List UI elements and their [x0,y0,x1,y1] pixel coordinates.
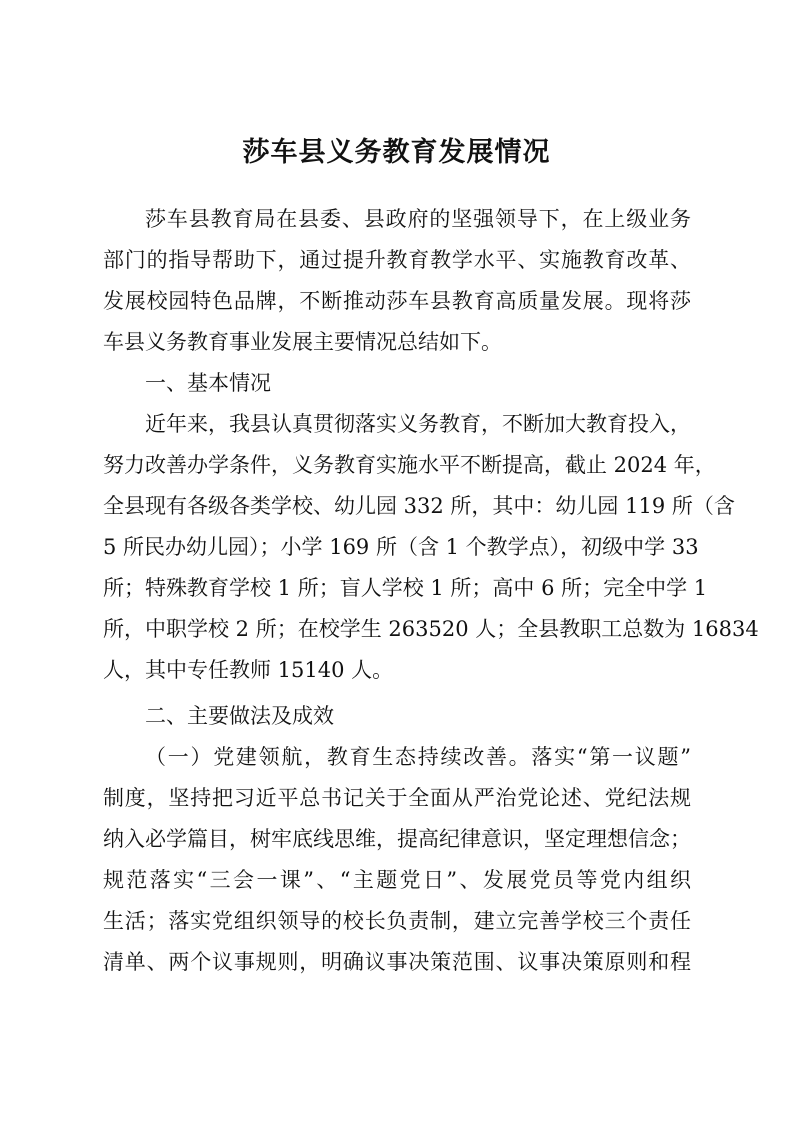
paragraph-line: 近年来，我县认真贯彻落实义务教育，不断加大教育投入， [145,412,691,436]
paragraph-line: 全县现有各级各类学校、幼儿园 332 所，其中：幼儿园 119 所（含 [103,494,735,518]
paragraph-line: 制度，坚持把习近平总书记关于全面从严治党论述、党纪法规 [103,786,691,810]
paragraph-line: 规范落实“三会一课”、“主题党日”、发展党员等党内组织 [103,868,691,892]
section-heading: 一、基本情况 [145,371,271,395]
paragraph-line: 发展校园特色品牌，不断推动莎车县教育高质量发展。现将莎 [103,289,691,313]
paragraph-line: 5 所民办幼儿园）；小学 169 所（含 1 个教学点），初级中学 33 [103,535,699,559]
paragraph-line: 车县义务教育事业发展主要情况总结如下。 [103,330,502,354]
paragraph-line: 努力改善办学条件，义务教育实施水平不断提高，截止 2024 年， [103,453,716,477]
paragraph-line: 部门的指导帮助下，通过提升教育教学水平、实施教育改革、 [103,248,691,272]
paragraph-line: 所；特殊教育学校 1 所；盲人学校 1 所；高中 6 所；完全中学 1 [103,576,708,600]
paragraph-line: 清单、两个议事规则，明确议事决策范围、议事决策原则和程 [103,950,691,974]
paragraph-line: 人，其中专任教师 15140 人。 [103,658,394,682]
paragraph-line: 纳入必学篇目，树牢底线思维，提高纪律意识，坚定理想信念； [103,827,691,851]
paragraph-line: 莎车县教育局在县委、县政府的坚强领导下，在上级业务 [145,207,691,231]
paragraph-line: 所，中职学校 2 所；在校学生 263520 人；全县教职工总数为 16834 [103,617,759,641]
document-title: 莎车县义务教育发展情况 [242,137,551,168]
paragraph-line: 生活；落实党组织领导的校长负责制，建立完善学校三个责任 [103,909,691,933]
paragraph-line: （一）党建领航，教育生态持续改善。落实“第一议题” [145,745,691,769]
section-heading: 二、主要做法及成效 [145,704,334,728]
